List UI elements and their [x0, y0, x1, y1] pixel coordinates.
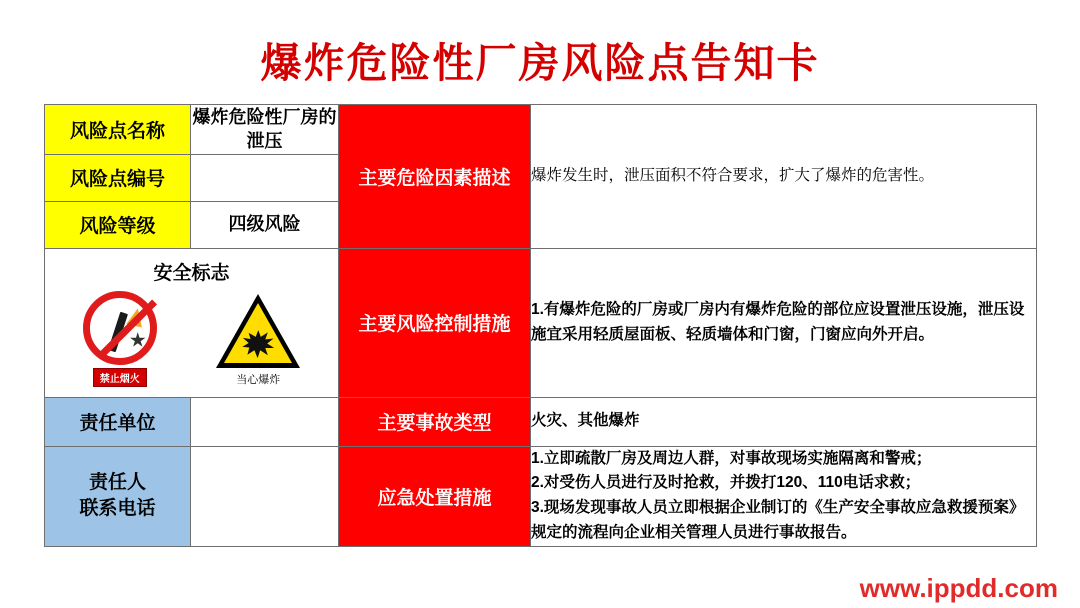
emergency-measure-line-1: 1.立即疏散厂房及周边人群，对事故现场实施隔离和警戒；	[531, 449, 932, 467]
sign-caption-explosion-warning: 当心爆炸	[236, 374, 281, 387]
responsible-unit-label: 责任单位	[45, 397, 191, 446]
risk-point-name-label: 风险点名称	[45, 105, 191, 155]
safety-sign-label: 安全标志	[153, 263, 230, 285]
sign-item-no-open-flame	[83, 291, 157, 387]
responsible-person-label-line2: 联系电话	[79, 498, 156, 520]
responsible-person-label	[45, 446, 191, 546]
page-title: 爆炸危险性厂房风险点告知卡	[260, 39, 820, 87]
table-row	[45, 397, 1037, 446]
responsible-unit-value[interactable]	[191, 397, 339, 446]
watermark: www.ippdd.com	[859, 573, 1058, 603]
risk-point-code-value[interactable]	[191, 154, 339, 201]
hazard-description-header: 主要危险因素描述	[339, 105, 531, 249]
accident-types-header: 主要事故类型	[339, 397, 531, 446]
table-row	[45, 446, 1037, 546]
table-row	[45, 105, 1037, 155]
responsible-person-value[interactable]	[191, 446, 339, 546]
sign-item-explosion-warning	[216, 294, 300, 387]
explosion-warning-icon	[216, 294, 300, 368]
sign-caption-no-open-flame: 禁止烟火	[93, 368, 147, 387]
accident-types-content: 火灾、其他爆炸	[531, 397, 1037, 446]
safety-sign-cell	[45, 248, 339, 397]
emergency-measure-line-3: 3.现场发现事故人员立即根据企业制订的《生产安全事故应急救援预案》规定的流程向企业相关管理人员进行事故报告。	[531, 499, 1025, 541]
control-measures-header: 主要风险控制措施	[339, 248, 531, 397]
hazard-description-content: 爆炸发生时，泄压面积不符合要求，扩大了爆炸的危害性。	[531, 105, 1037, 249]
risk-level-value: 四级风险	[191, 201, 339, 248]
emergency-measure-line-2: 2.对受伤人员进行及时抢救，并拨打120、110电话求救；	[531, 474, 921, 492]
risk-level-label: 风险等级	[45, 201, 191, 248]
risk-point-name-value: 爆炸危险性厂房的泄压	[191, 105, 339, 155]
emergency-measures-header: 应急处置措施	[339, 446, 531, 546]
table-row	[45, 248, 1037, 397]
safety-sign-row	[45, 291, 338, 387]
emergency-measures-content	[531, 446, 1037, 546]
risk-card-table	[44, 104, 1037, 547]
control-measures-content: 1.有爆炸危险的厂房或厂房内有爆炸危险的部位应设置泄压设施，泄压设施宜采用轻质屋面板、轻质墙体和门窗，门窗应向外开启。	[531, 248, 1037, 397]
responsible-person-label-line1: 责任人	[88, 471, 146, 493]
risk-point-code-label: 风险点编号	[45, 154, 191, 201]
no-open-flame-icon	[83, 291, 157, 365]
